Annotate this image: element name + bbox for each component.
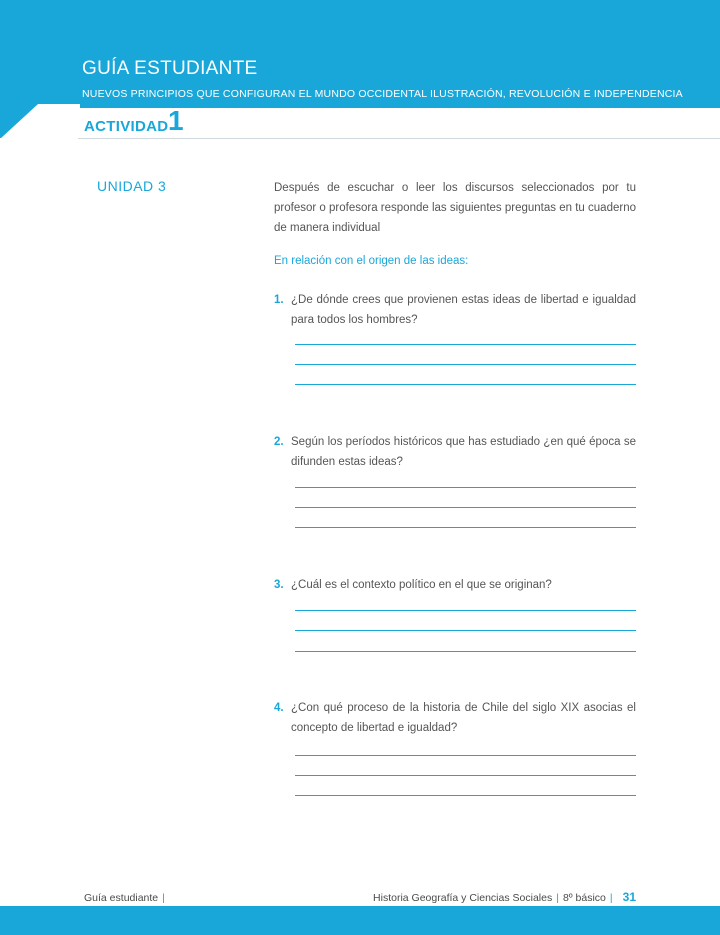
tab-notch-shape: [0, 104, 80, 139]
question-text: ¿Con qué proceso de la historia de Chile del siglo XIX asocias el concepto de libertad e igualdad?: [291, 702, 636, 734]
question-2: [274, 432, 636, 472]
question-text: Según los períodos históricos que has estudiado ¿en qué época se difunden estas ideas?: [291, 436, 636, 468]
question-number: 2.: [274, 436, 284, 448]
question-number: 3.: [274, 579, 284, 591]
header-divider: [78, 138, 720, 139]
answer-line[interactable]: [295, 364, 636, 365]
intro-paragraph: Después de escuchar o leer los discursos seleccionados por tu profesor o profesora responde las siguientes preguntas en tu cuaderno de manera individual: [274, 182, 636, 234]
answer-line[interactable]: [295, 487, 636, 488]
question-number: 1.: [274, 294, 284, 306]
question-1: [274, 290, 636, 330]
answer-line[interactable]: [295, 775, 636, 776]
unit-label: UNIDAD 3: [97, 178, 167, 194]
activity-number: 1: [168, 105, 184, 136]
answer-line[interactable]: [295, 651, 636, 652]
answer-line[interactable]: [295, 384, 636, 385]
footer-separator: |: [556, 892, 559, 904]
answer-line[interactable]: [295, 755, 636, 756]
page-subtitle: NUEVOS PRINCIPIOS QUE CONFIGURAN EL MUNDO OCCIDENTAL ILUSTRACIÓN, REVOLUCIÓN E INDEPENDENCIA: [82, 88, 683, 100]
section-heading: En relación con el origen de las ideas:: [274, 255, 469, 267]
footer-band: [0, 906, 720, 935]
answer-line[interactable]: [295, 527, 636, 528]
activity-label: ACTIVIDAD: [84, 118, 169, 135]
page-title: GUÍA ESTUDIANTE: [82, 58, 258, 79]
footer-grade: 8º básico: [562, 892, 606, 904]
answer-line[interactable]: [295, 795, 636, 796]
question-3: [274, 575, 636, 595]
footer-doc-label: Guía estudiante: [84, 892, 159, 904]
answer-line[interactable]: [295, 610, 636, 611]
footer-separator: |: [609, 892, 613, 904]
answer-line[interactable]: [295, 630, 636, 631]
question-text: ¿Cuál es el contexto político en el que se originan?: [291, 579, 552, 591]
page-number: 31: [622, 890, 636, 904]
question-4: [274, 698, 636, 738]
footer-separator: |: [162, 892, 165, 904]
question-text: ¿De dónde crees que provienen estas ideas de libertad e igualdad para todos los hombres?: [291, 294, 636, 326]
answer-line[interactable]: [295, 507, 636, 508]
answer-line[interactable]: [295, 344, 636, 345]
question-number: 4.: [274, 702, 284, 714]
footer-left: [84, 892, 169, 904]
footer-subject: Historia Geografía y Ciencias Sociales: [373, 892, 553, 904]
footer-right: [373, 890, 636, 904]
